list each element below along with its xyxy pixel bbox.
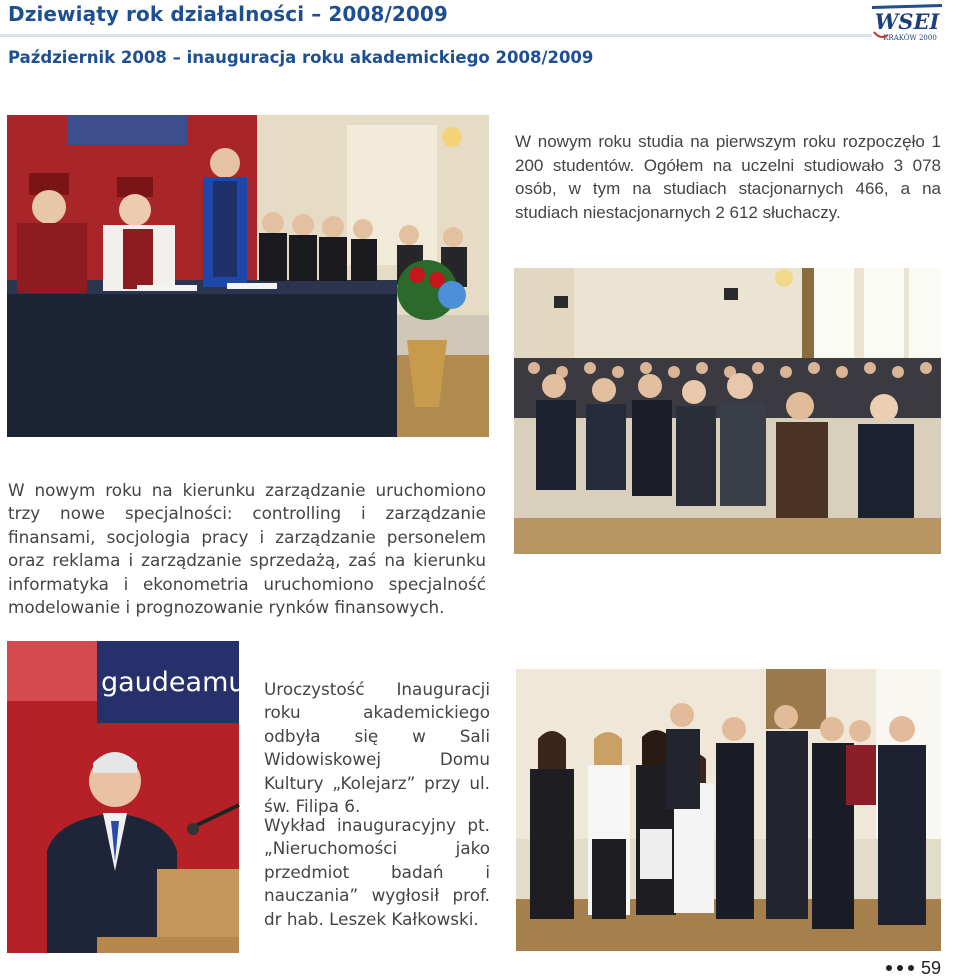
lecture-paragraph: Wykład inauguracyjny pt. „Nieruchomości jako przedmiot badań i nauczania” wygłosił prof. dr hab. Leszek Kałkowski. (264, 815, 490, 929)
photo-audience (514, 268, 941, 554)
page-title: Dziewiąty rok działalności – 2008/2009 (8, 2, 448, 26)
footer-dot (897, 965, 903, 971)
footer-dot (908, 965, 914, 971)
photo-lecturer (7, 641, 260, 953)
ceremony-paragraph: Uroczystość Inauguracji roku akademickiego odbyła się w Sali Widowiskowej Domu Kultury „Kolejarz” przy ul. św. Filipa 6. (264, 679, 490, 817)
intro-paragraph: W nowym roku studia na pierwszym roku rozpoczęło 1 200 studentów. Ogółem na uczelni studiowało 3 078 osób, w tym na studiach stacjonarnych 466, a na studiach niestacjonarnych 2 612 słuchaczy. (515, 132, 941, 222)
specialties-paragraph: W nowym roku na kierunku zarządzanie uruchomiono trzy nowe specjalności: controlling i zarządzanie finansami, socjologia pracy i zarządzanie personelem oraz reklama i zarządzanie sprzedażą, zaś na kierunku informatyka i ekonometria uruchomiono specjalność modelowanie i prognozowanie rynków finansowych. (8, 480, 486, 618)
page-footer (886, 958, 941, 979)
page-number: 59 (920, 958, 941, 978)
photo-students-group (516, 669, 941, 951)
wsei-logo (870, 2, 944, 44)
footer-dot (886, 965, 892, 971)
header-divider (0, 34, 872, 37)
photo-inauguration-stage (7, 115, 489, 437)
section-subtitle: Październik 2008 – inauguracja roku akademickiego 2008/2009 (8, 48, 594, 67)
logo-city: KRAKÓW 2000 (883, 34, 937, 42)
banner-text: gaudeamus (101, 667, 260, 698)
logo-name: WSEI (874, 9, 940, 34)
